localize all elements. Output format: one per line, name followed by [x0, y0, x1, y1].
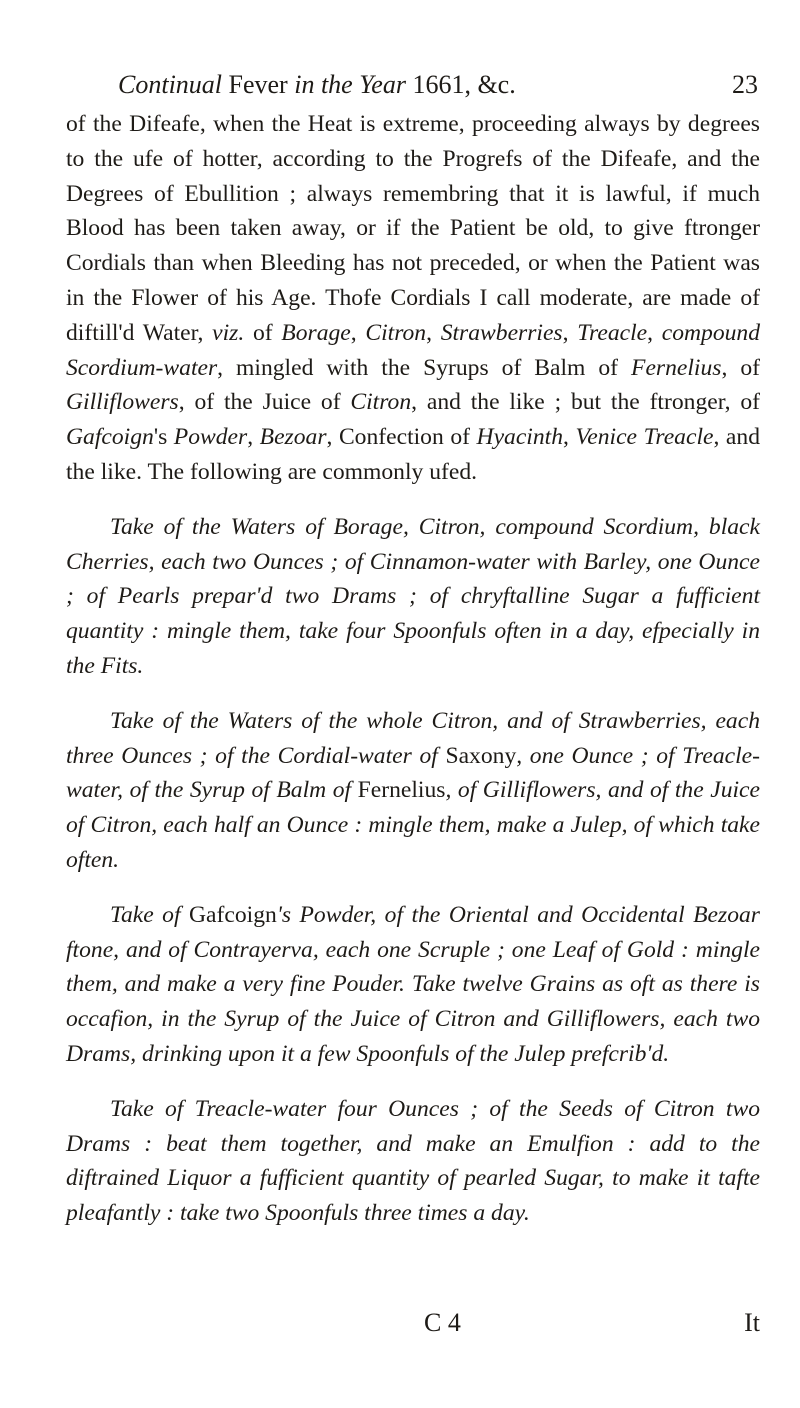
text-run: Fernelius [357, 777, 446, 804]
text-run: Citron [365, 319, 427, 346]
text-run: , [426, 319, 441, 346]
text-run: Venice Treacle [575, 424, 714, 451]
title-year: 1661 [412, 70, 465, 99]
text-run: viz. [212, 319, 245, 346]
text-run: Strawberries [440, 319, 563, 346]
text-run: Powder [173, 424, 248, 451]
body-text [66, 107, 760, 1231]
text-run: , [563, 424, 576, 451]
text-run: , of [721, 354, 761, 381]
text-run: Fernelius [631, 354, 722, 381]
title-fever: Fever [228, 70, 288, 99]
text-run: , of Gilliflowers, and of the Juice of Citron, each half an Ounce : mingle them, make a Julep, of which take often. [66, 777, 760, 873]
text-run: , and the like. The following are commonly ufed. [66, 424, 760, 485]
text-run: 's Powder, of the Oriental and Occidental Bezoar ftone, and of Contrayerva, each one Scruple ; one Leaf of Gold : mingle them, and make a very fine Pouder. Take twelve Grains as oft as there is occafion, in the Syrup of the Juice of Citron and Gilliflowers, each two Drams, drinking upon it a few Spoonfuls of the Julep prefcrib'd. [66, 901, 760, 1067]
text-run: Gilliflowers [66, 389, 179, 416]
text-run: , [350, 319, 366, 346]
text-run: Gafcoign [66, 424, 154, 451]
text-run: , and the like ; but the ftronger, of [411, 389, 760, 416]
catchword: It [744, 1308, 760, 1337]
page-number: 23 [732, 70, 758, 99]
signature-mark: C 4 [424, 1308, 461, 1337]
title-part: in the Year [287, 70, 413, 99]
text-run: , [647, 319, 662, 346]
text-run: of the Difeafe, when the Heat is extreme, proceeding always by degrees to the ufe of hotter, according to the Progrefs of the Difeafe, and the Degrees of Ebullition ; always remembring that it is lawful, if much Blood has been taken away, or if the Patient be old, to give ftronger Cordials than when Bleeding has not preceded, or when the Patient was in the Flower of his Age. Thofe Cordials I call moderate, are made of diftill'd Water, [66, 111, 760, 346]
text-run: , [562, 319, 578, 346]
text-run: Take of [110, 901, 190, 928]
text-run: Hyacinth [476, 424, 564, 451]
text-run: Take of the Waters of the whole Citron, and of Strawberries, each three Ounces ; of the Cordial-water of [66, 707, 760, 769]
text-run: , [247, 424, 260, 451]
text-run: , mingled with the Syrups of Balm of [217, 354, 632, 381]
text-run: compound Scordium-water [66, 319, 761, 381]
text-run: , of the Juice of [178, 389, 351, 416]
text-run: Saxony [445, 742, 517, 769]
text-run: , Confection of [326, 424, 477, 451]
text-run: Gafcoign [189, 901, 277, 928]
text-run: , one Ounce ; of Treacle-water, of the Syrup of Balm of [66, 742, 760, 804]
text-run: 's [153, 424, 174, 451]
recipe-3 [66, 898, 760, 1072]
text-run: of [244, 319, 282, 346]
text-run: Borage [281, 319, 351, 346]
text-run: Treacle [577, 319, 648, 346]
recipe-4: Take of Treacle-water four Ounces ; of the Seeds of Citron two Drams : beat them together, and make an Emulfion : add to the diftrained Liquor a fufficient quantity of pearled Sugar, to make it tafte pleafantly : take two Spoonfuls three times a day. [66, 1095, 760, 1227]
recipe-2 [66, 704, 760, 878]
title-part: Continual [118, 70, 229, 99]
text-run: Bezoar [259, 424, 327, 451]
recipe-1: Take of the Waters of Borage, Citron, compound Scordium, black Cherries, each two Ounces ; of Cinnamon-water with Barley, one Ounce ; of Pearls prepar'd two Drams ; of chryftalline Sugar a fufficient quantity : mingle them, take four Spoonfuls often in a day, efpecially in the Fits. [66, 513, 760, 679]
text-run: Citron [350, 389, 412, 416]
running-title [118, 70, 412, 99]
title-etc: , &c. [464, 70, 516, 99]
paragraph [66, 107, 760, 490]
running-header [118, 70, 758, 100]
page-footer [66, 1308, 760, 1348]
